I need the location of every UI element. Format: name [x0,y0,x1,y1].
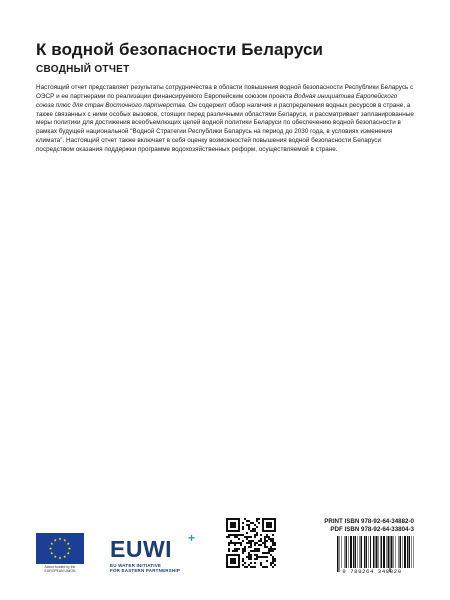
eu-flag-icon [36,533,84,564]
euwi-tagline-line1: EU WATER INITIATIVE [110,563,162,568]
report-title: К водной безопасности Беларуси [36,40,324,59]
project-name: Водная инициатива Европейского союза плюс для стран Восточного партнерства [36,92,398,109]
report-subtitle: СВОДНЫЙ ОТЧЕТ [36,64,130,75]
eu-caption-line2: EUROPEAN UNION [44,569,76,573]
barcode-digits: 9 789264 348820 [342,568,402,575]
isbn-block [300,518,414,534]
abstract-paragraph [36,84,416,155]
abstract-text-2: . Он содержит обзор наличия и распределения водных ресурсов в стране, а также связанных с ними особых вызовов, стоящих перед различными областями Беларуси, и рассматривает запланированные меры политики для достижения всеобъемлющих целей водной политики Беларуси по обеспечению водной безопасности в рамках будущей национальной "Водной Стратегии Республики Беларусь на период до 2030 года, в условиях изменения климата". Настоящий отчет также включает в себя оценку возможностей повышения водной безопасности Беларуси посредством оказания поддержки программе водохозяйственных реформ, осуществляемой в стране. [36,101,414,153]
euwi-wordmark: EUWI [110,536,173,562]
qr-code-icon[interactable] [226,518,276,568]
euwi-plus-icon: + [188,531,196,545]
eu-caption-line1: Action funded by the [44,565,76,569]
isbn-print: PRINT ISBN 978-92-64-34882-0 [324,518,414,525]
isbn-pdf: PDF ISBN 978-92-64-33804-3 [330,526,414,533]
euwi-tagline-line2: FOR EASTERN PARTNERSHIP [110,568,181,574]
eu-caption [36,565,84,573]
abstract-text-1: Настоящий отчет представляет результаты сотрудничества в области повышения водной безопасности Республики Беларусь с ОЭСР и ее партнерами по реализации финансируемого Европейским союзом проекта [36,84,414,100]
barcode-icon [336,536,414,572]
eu-logo [36,533,84,573]
euwi-tagline [110,563,205,574]
euwi-logo [110,531,200,576]
